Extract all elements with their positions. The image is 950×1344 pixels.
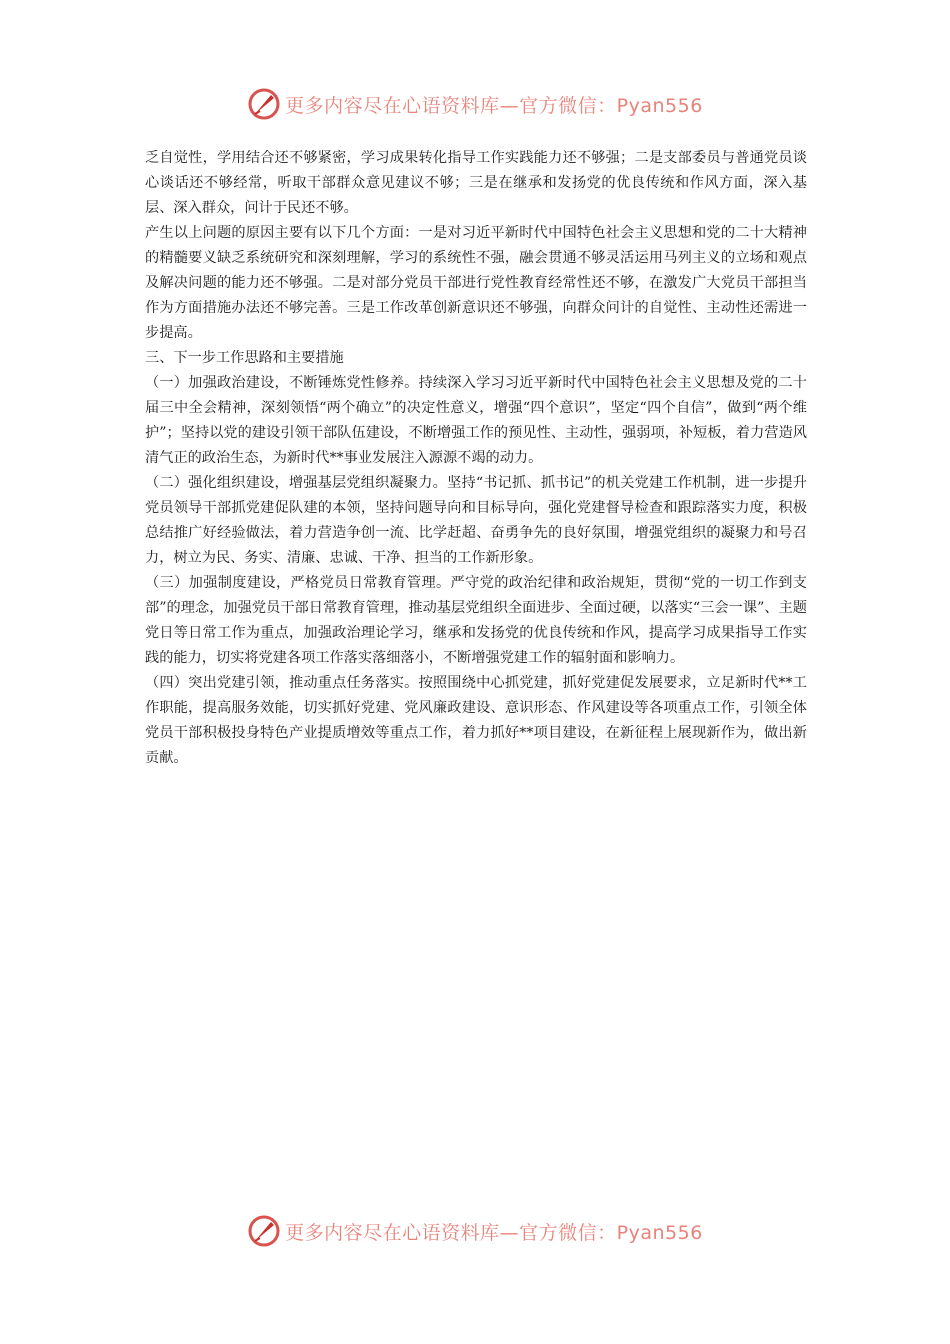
paragraph: 乏自觉性，学用结合还不够紧密，学习成果转化指导工作实践能力还不够强；二是支部委员与普通党员谈心谈话还不够经常，听取干部群众意见建议不够；三是在继承和发扬党的优良传统和作风方面，深入基层、深入群众，问计于民还不够。 — [145, 150, 807, 216]
quill-logo-icon — [247, 1214, 281, 1248]
header-banner — [0, 84, 950, 124]
section-heading: 三、下一步工作思路和主要措施 — [145, 350, 344, 366]
footer-banner — [0, 1211, 950, 1251]
paragraph: 产生以上问题的原因主要有以下几个方面：一是对习近平新时代中国特色社会主义思想和党的二十大精神的精髓要义缺乏系统研究和深刻理解，学习的系统性不强，融会贯通不够灵活运用马列主义的立场和观点及解决问题的能力还不够强。二是对部分党员干部进行党性教育经常性还不够，在激发广大党员干部担当作为方面措施办法还不够完善。三是工作改革创新意识还不够强，向群众问计的自觉性、主动性还需进一步提高。 — [145, 225, 807, 341]
banner-text: 更多内容尽在心语资料库—官方微信：Pyan556 — [285, 1221, 703, 1244]
paragraph: （二）强化组织建设，增强基层党组织凝聚力。坚持“书记抓、抓书记”的机关党建工作机制，进一步提升党员领导干部抓党建促队建的本领，坚持问题导向和目标导向，强化党建督导检查和跟踪落实力度，积极总结推广好经验做法，着力营造争创一流、比学赶超、奋勇争先的良好氛围，增强党组织的凝聚力和号召力，树立为民、务实、清廉、忠诚、干净、担当的工作新形象。 — [145, 475, 807, 566]
document-body — [145, 146, 807, 771]
paragraph: （三）加强制度建设，严格党员日常教育管理。严守党的政治纪律和政治规矩，贯彻“党的一切工作到支部”的理念，加强党员干部日常教育管理，推动基层党组织全面进步、全面过硬，以落实“三会一课”、主题党日等日常工作为重点，加强政治理论学习，继承和发扬党的优良传统和作风，提高学习成果指导工作实践的能力，切实将党建各项工作落实落细落小，不断增强党建工作的辐射面和影响力。 — [145, 575, 807, 666]
quill-logo-icon — [247, 87, 281, 121]
banner-text: 更多内容尽在心语资料库—官方微信：Pyan556 — [285, 94, 703, 117]
paragraph: （四）突出党建引领，推动重点任务落实。按照围绕中心抓党建，抓好党建促发展要求，立足新时代**工作职能，提高服务效能，切实抓好党建、党风廉政建设、意识形态、作风建设等各项重点工作，引领全体党员干部积极投身特色产业提质增效等重点工作，着力抓好**项目建设，在新征程上展现新作为，做出新贡献。 — [145, 675, 807, 766]
paragraph: （一）加强政治建设，不断锤炼党性修养。持续深入学习习近平新时代中国特色社会主义思想及党的二十届三中全会精神，深刻领悟“两个确立”的决定性意义，增强“四个意识”，坚定“四个自信”，做到“两个维护”；坚持以党的建设引领干部队伍建设，不断增强工作的预见性、主动性，强弱项，补短板，着力营造风清气正的政治生态，为新时代**事业发展注入源源不竭的动力。 — [145, 375, 807, 466]
